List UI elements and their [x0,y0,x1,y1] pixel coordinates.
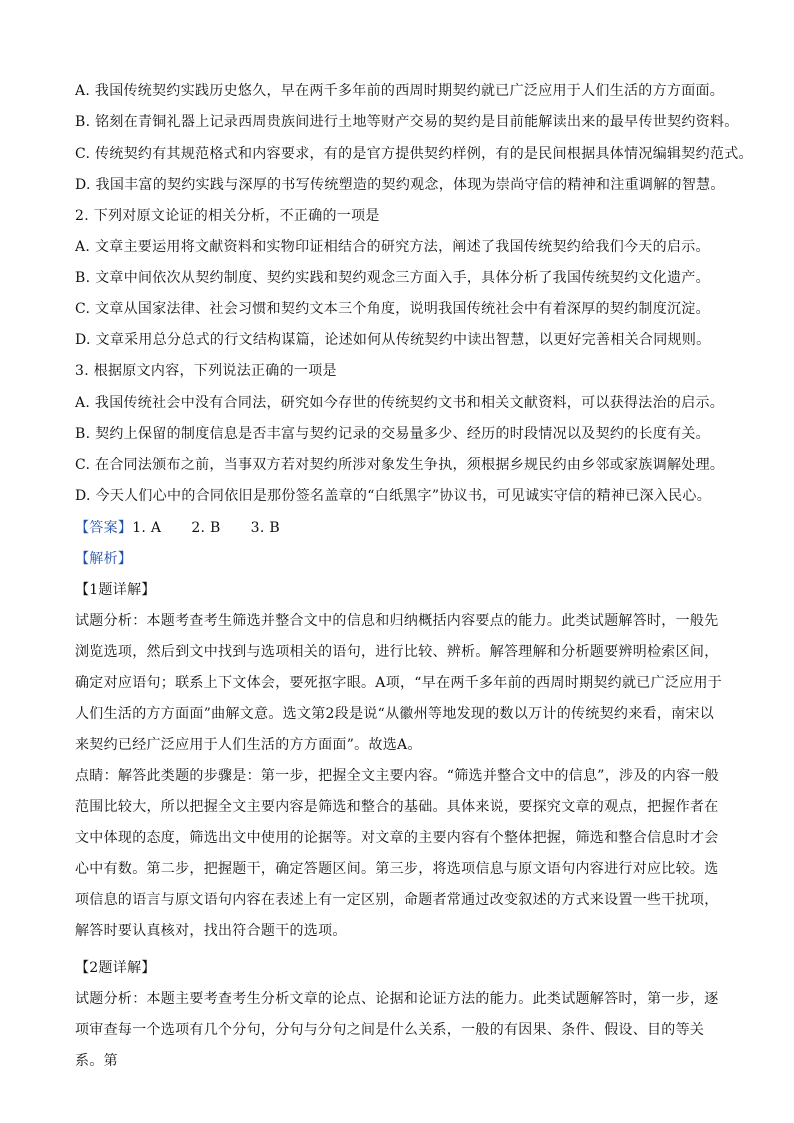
answer-item-1: 1. A [132,520,162,536]
q2-option-a: A. 文章主要运用将文献资料和实物印证相结合的研究方法，阐述了我国传统契约给我们今天的启示。 [75,239,710,255]
detail2-label: 【2题详解】 [75,960,156,976]
q3-stem: 3. 根据原文内容，下列说法正确的一项是 [75,363,337,379]
q1-option-c: C. 传统契约有其规范格式和内容要求，有的是官方提供契约样例，有的是民间根据具体情况编辑契约范式。 [75,146,753,162]
q2-option-c: C. 文章从国家法律、社会习惯和契约文本三个角度，说明我国传统社会中有着深厚的契约制度沉淀。 [75,301,710,317]
detail1-text: 试题分析：本题考查考生筛选并整合文中的信息和归纳概括内容要点的能力。此类试题解答时，一般先浏览选项，然后到文中找到与选项相关的语句，进行比较、辨析。解答理解和分析题要辨明检索区间，确定对应语句；联系上下文体会，要死抠字眼。A项，“早在两千多年前的西周时期契约就已广泛应用于人们生活的方方面面”曲解文意。选文第2段是说“从徽州等地发现的数以万计的传统契约来看，南宋以来契约已经广泛应用于人们生活的方方面面”。故选A。 [75,613,723,753]
detail2-text: 试题分析：本题主要考查考生分析文章的论点、论据和论证方法的能力。此类试题解答时，第一步，逐项审查每一个选项有几个分句，分句与分句之间是什么关系，一般的有因果、条件、假设、目的等关系。第 [75,991,719,1069]
q2-stem: 2. 下列对原文论证的相关分析，不正确的一项是 [75,208,380,224]
answer-item-2: 2. B [191,520,221,536]
q1-option-a: A. 我国传统契约实践历史悠久，早在两千多年前的西周时期契约就已广泛应用于人们生活的方方面面。 [75,83,725,99]
q1-option-d: D. 我国丰富的契约实践与深厚的书写传统塑造的契约观念，体现为崇尚守信的精神和注重调解的智慧。 [75,177,725,193]
answer-line [75,518,280,538]
q3-option-c: C. 在合同法颁布之前，当事双方若对契约所涉对象发生争执，须根据乡规民约由乡邻或家族调解处理。 [75,457,725,473]
q3-option-b: B. 契约上保留的制度信息是否丰富与契约记录的交易量多少、经历的时段情况以及契约的长度有关。 [75,426,710,442]
q2-option-b: B. 文章中间依次从契约制度、契约实践和契约观念三方面入手，具体分析了我国传统契约文化遗产。 [75,270,710,286]
q3-option-a: A. 我国传统社会中没有合同法，研究如今存世的传统契约文书和相关文献资料，可以获得法治的启示。 [75,395,725,411]
detail1-label: 【1题详解】 [75,582,156,598]
q3-option-d: D. 今天人们心中的合同依旧是那份签名盖章的“白纸黑字”协议书，可见诚实守信的精神已深入民心。 [75,488,712,504]
q1-option-b: B. 铭刻在青铜礼器上记录西周贵族间进行土地等财产交易的契约是目前能解读出来的最早传世契约资料。 [75,114,739,130]
detail1-tip: 点睛：解答此类题的步骤是：第一步，把握全文主要内容。“筛选并整合文中的信息”，涉及的内容一般范围比较大，所以把握全文主要内容是筛选和整合的基础。具体来说，要探究文章的观点，把握作者在文中体现的态度，筛选出文中使用的论据等。对文章的主要内容有个整体把握，筛选和整合信息时才会心中有数。第二步，把握题干，确定答题区间。第三步，将选项信息与原文语句内容进行对应比较。选项信息的语言与原文语句内容在表述上有一定区别，命题者常通过改变叙述的方式来设置一些干扰项，解答时要认真核对，找出符合题干的选项。 [75,768,720,939]
answer-item-3: 3. B [250,520,280,536]
analysis-label: 【解析】 [75,551,133,567]
answer-label: 【答案】 [75,520,133,536]
q2-option-d: D. 文章采用总分总式的行文结构谋篇，论述如何从传统契约中读出智慧，以更好完善相关合同规则。 [75,332,711,348]
